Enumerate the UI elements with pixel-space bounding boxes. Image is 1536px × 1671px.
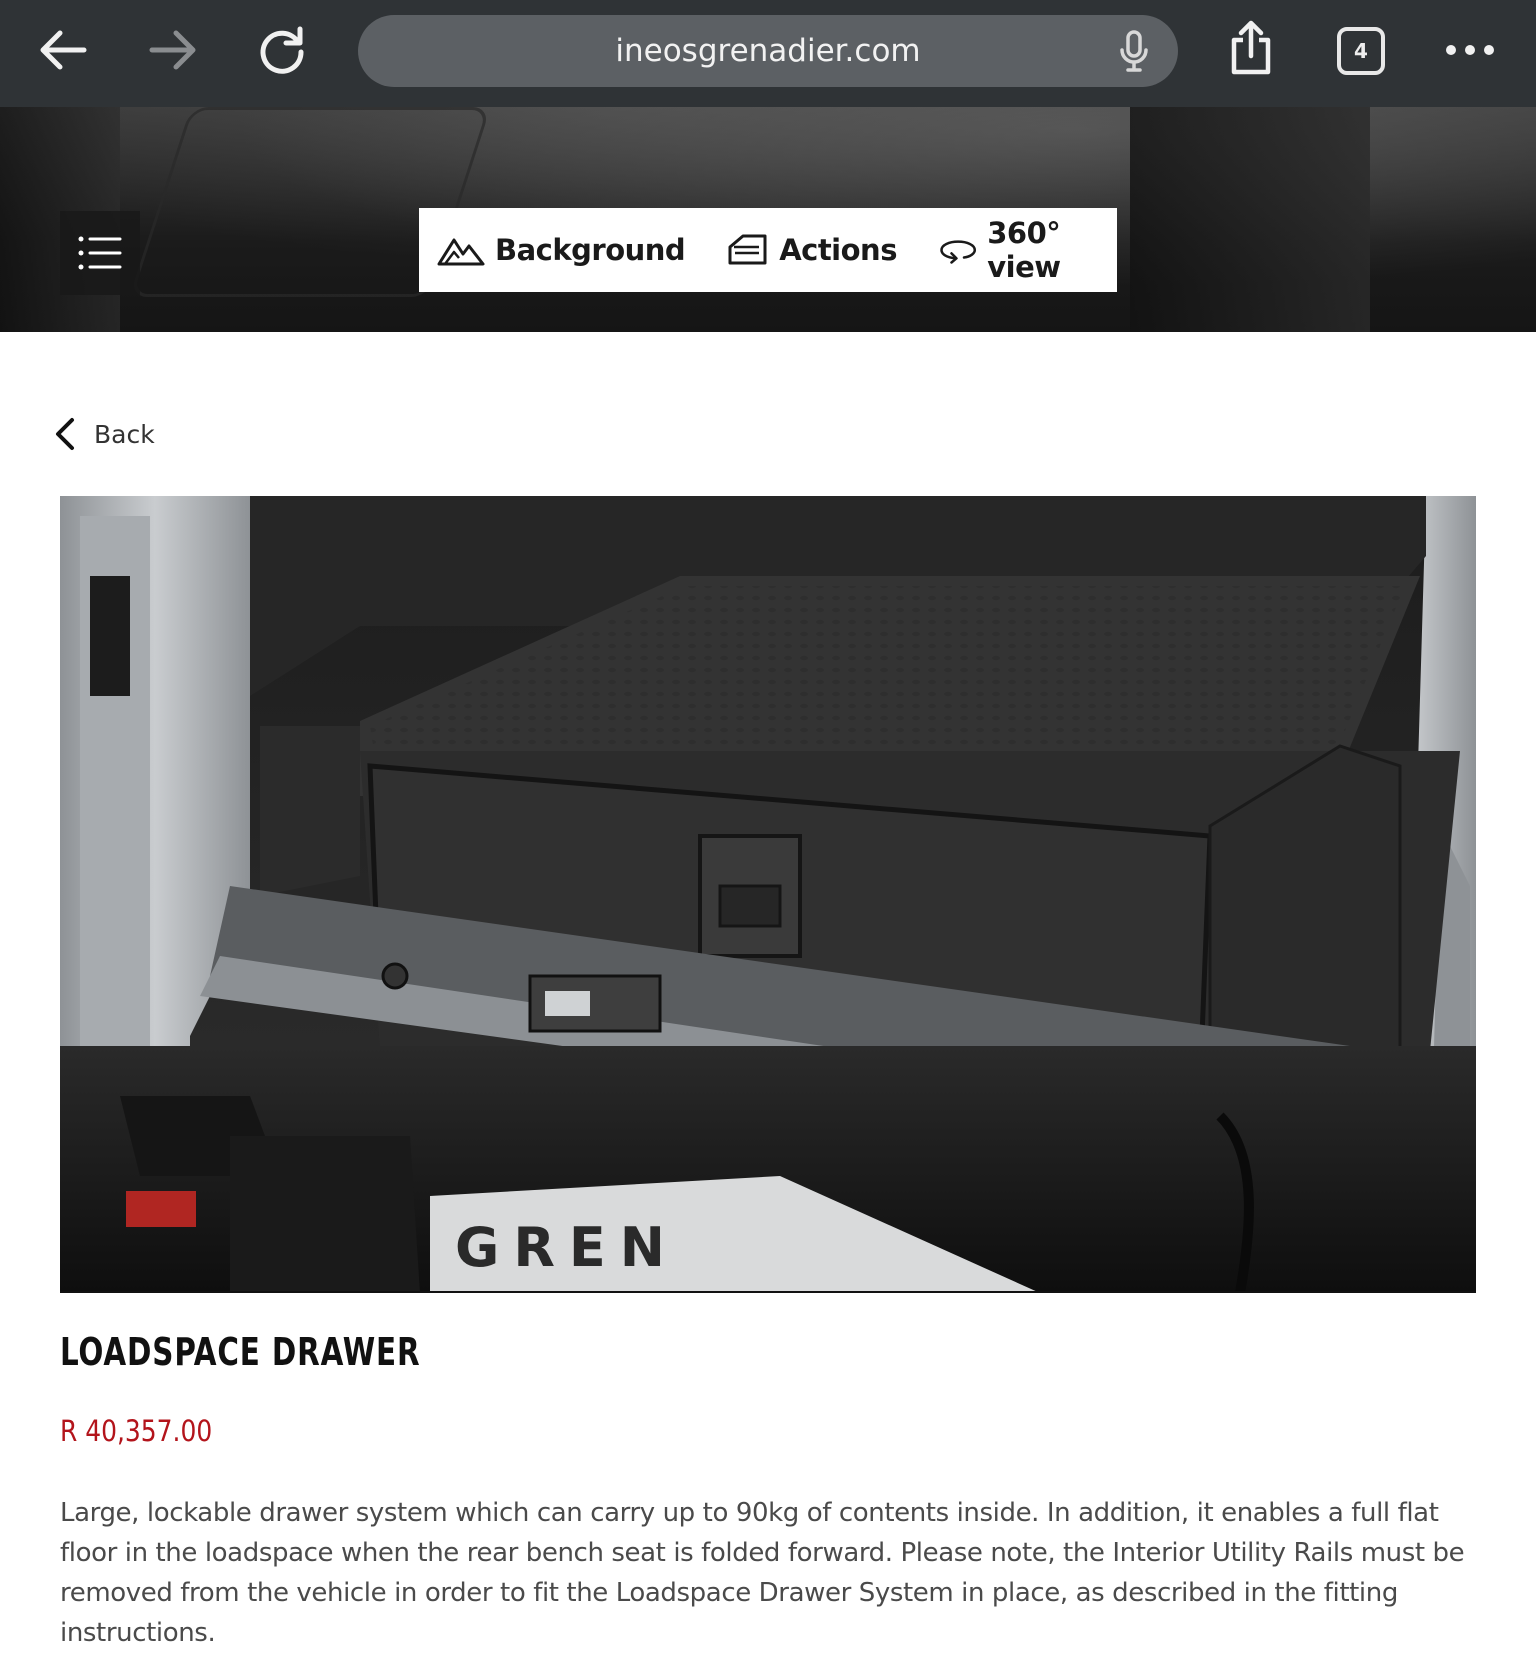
viewer-toolbar — [419, 208, 1117, 292]
actions-button[interactable] — [727, 208, 897, 292]
rotate-360-icon — [939, 235, 977, 265]
background-label: Background — [495, 233, 686, 267]
browser-toolbar — [0, 0, 1536, 107]
menu-button[interactable] — [60, 211, 140, 295]
loadspace-drawer-illustration — [60, 496, 1476, 1293]
product-price: R 40,357.00 — [60, 1414, 213, 1448]
vehicle-viewer-banner — [0, 107, 1536, 332]
open-door-icon — [727, 233, 769, 267]
address-bar[interactable] — [358, 15, 1178, 87]
product-image — [60, 496, 1476, 1293]
plate-text: GREN — [455, 1216, 679, 1279]
back-arrow-button[interactable] — [35, 22, 91, 78]
360-view-button[interactable] — [939, 208, 1117, 292]
more-options-button[interactable] — [1442, 22, 1498, 78]
share-button[interactable] — [1223, 20, 1279, 76]
360-view-label: 360° view — [987, 216, 1061, 284]
product-description: Large, lockable drawer system which can carry up to 90kg of contents inside. In addition, it enables a full flat floor in the loadspace when the rear bench seat is folded forward. Please note, the Interior Utility Rails must be removed from the vehicle in order to fit the Loadspace Drawer System in place, as described in the fitting instructions. — [60, 1498, 1465, 1648]
microphone-button[interactable] — [1112, 29, 1156, 73]
microphone-icon — [1119, 30, 1149, 72]
product-title: LOADSPACE DRAWER — [60, 1330, 421, 1374]
reload-icon — [258, 25, 308, 75]
arrow-right-icon — [148, 28, 198, 72]
mountain-landscape-icon — [437, 234, 485, 266]
list-menu-icon — [78, 235, 122, 271]
arrow-left-icon — [38, 28, 88, 72]
actions-label: Actions — [779, 233, 897, 267]
tabs-count-button[interactable]: 4 — [1337, 27, 1385, 75]
reload-button[interactable] — [255, 22, 311, 78]
back-label: Back — [94, 419, 155, 449]
background-button[interactable] — [437, 208, 685, 292]
more-dots-icon — [1445, 44, 1495, 56]
viewer-backdrop-door — [1130, 107, 1370, 332]
chevron-left-icon — [54, 417, 76, 451]
share-icon — [1228, 20, 1274, 76]
forward-arrow-button[interactable] — [145, 22, 201, 78]
url-text: ineosgrenadier.com — [615, 33, 921, 69]
back-link[interactable] — [54, 414, 155, 454]
